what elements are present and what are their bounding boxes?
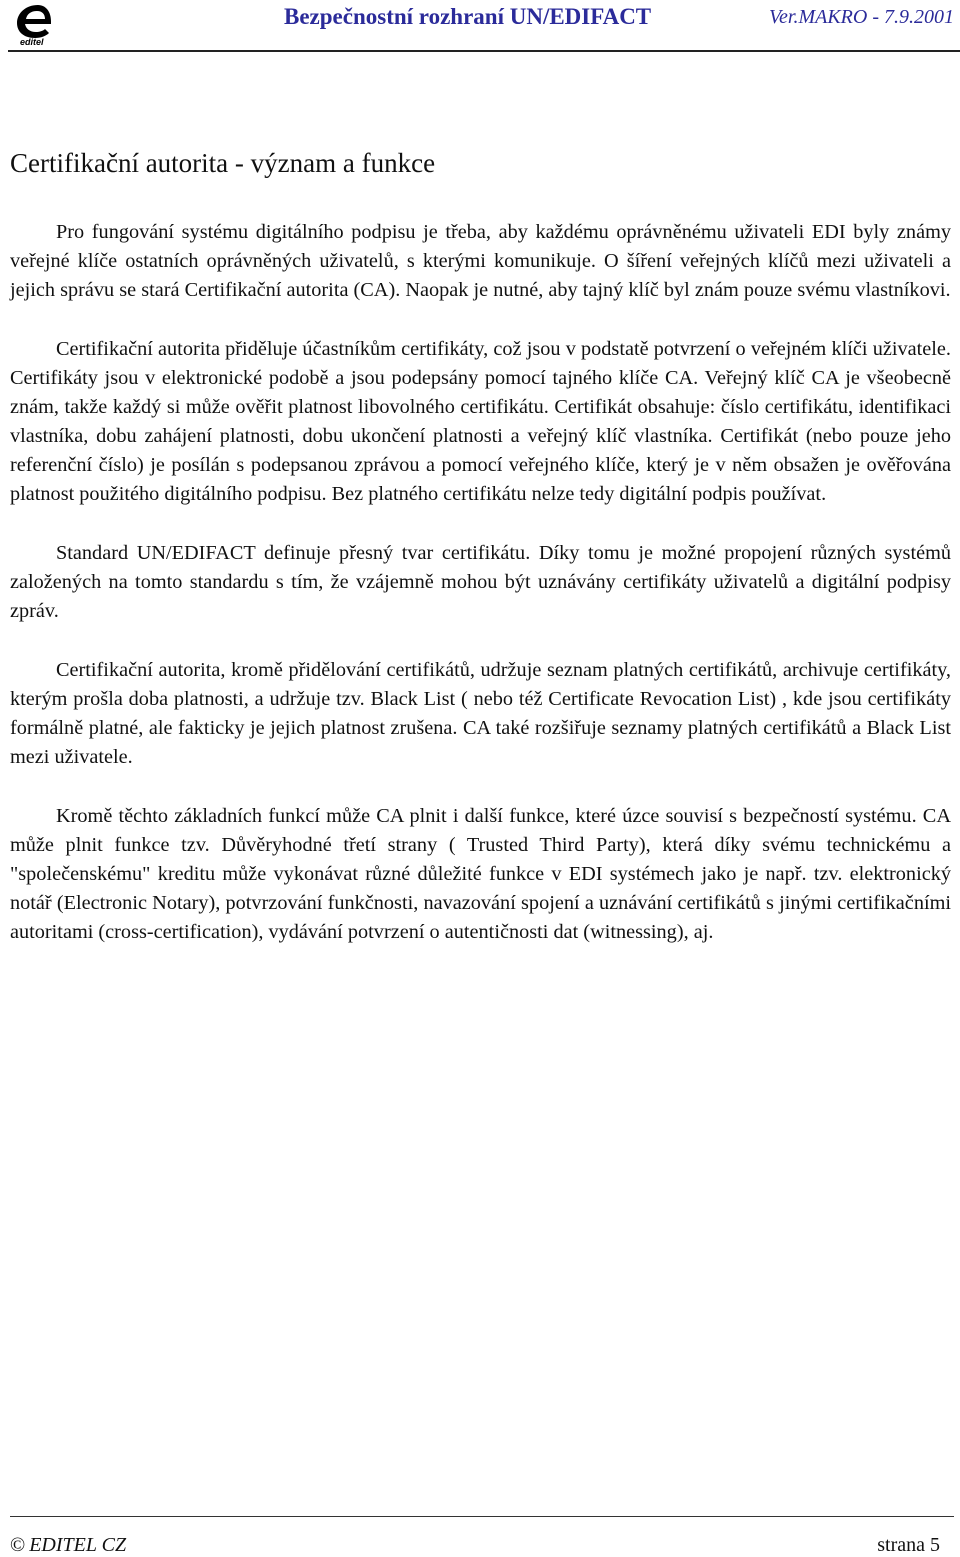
document-title: Bezpečnostní rozhraní UN/EDIFACT (284, 4, 652, 29)
document-body (10, 218, 951, 977)
paragraph: Standard UN/EDIFACT definuje přesný tvar certifikátu. Díky tomu je možné propojení různých systémů založených na tomto standardu s tím, že vzájemně mohou být uznávány certifikáty uživatelů a digitální podpisy zpráv. (10, 542, 951, 622)
copyright-icon: © (10, 1534, 26, 1556)
svg-text:editel: editel (20, 37, 44, 46)
editel-logo-icon (10, 2, 62, 46)
paragraph: Pro fungování systému digitálního podpisu je třeba, aby každému oprávněnému uživateli EDI byly známy veřejné klíče ostatních oprávněných uživatelů, s kterými komunikuje. O šíření veřejných klíčů mezi uživateli a jejich správu se stará Certifikační autorita (CA). Naopak je nutné, aby tajný klíč byl znám pouze svému vlastníkovi. (10, 221, 951, 301)
section-heading: Certifikační autorita - význam a funkce (10, 148, 436, 178)
footer-company: EDITEL CZ (29, 1534, 127, 1556)
footer-divider (10, 1516, 954, 1517)
page-footer (0, 1516, 960, 1556)
paragraph: Certifikační autorita přiděluje účastníkům certifikáty, což jsou v podstatě potvrzení o veřejném klíči uživatele. Certifikáty jsou v elektronické podobě a jsou podepsány pomocí tajného klíče CA. Veřejný klíč CA je všeobecně znám, takže každý si může ověřit platnost libovolného certifikátu. Certifikát obsahuje: číslo certifikátu, identifikaci vlastníka, dobu zahájení platnosti, dobu ukončení platnosti a veřejný klíč vlastníka. Certifikát (nebo pouze jeho referenční číslo) je posílán s podepsanou zprávou a pomocí veřejného klíče, který je v něm obsažen je ověřována platnost použitého digitálního podpisu. Bez platného certifikátu nelze tedy digitální podpis používat. (10, 338, 951, 505)
header-divider (8, 50, 960, 52)
page-header (0, 0, 960, 52)
footer-copyright (10, 1534, 126, 1557)
paragraph: Certifikační autorita, kromě přidělování certifikátů, udržuje seznam platných certifikátů, archivuje certifikáty, kterým prošla doba platnosti, a udržuje tzv. Black List ( nebo též Certificate Revocation List) , kde jsou certifikáty formálně platné, ale fakticky je jejich platnost zrušena. CA také rozšiřuje seznamy platných certifikátů a Black List mezi uživatele. (10, 659, 951, 768)
page-number: strana 5 (877, 1534, 940, 1556)
paragraph: Kromě těchto základních funkcí může CA plnit i další funkce, které úzce souvisí s bezpečností systému. CA může plnit funkce tzv. Důvěryhodné třetí strany ( Trusted Third Party), která díky svému technickému a "společenskému" kreditu může vykonávat různé důležité funkce v EDI systémech jako je např. tzv. elektronický notář (Electronic Notary), potvrzování funkčnosti, navazování spojení a uznávání certifikátů s jinými certifikačními autoritami (cross-certification), vydávání potvrzení o autentičnosti dat (witnessing), aj. (10, 805, 951, 943)
document-version: Ver.MAKRO - 7.9.2001 (769, 6, 954, 28)
